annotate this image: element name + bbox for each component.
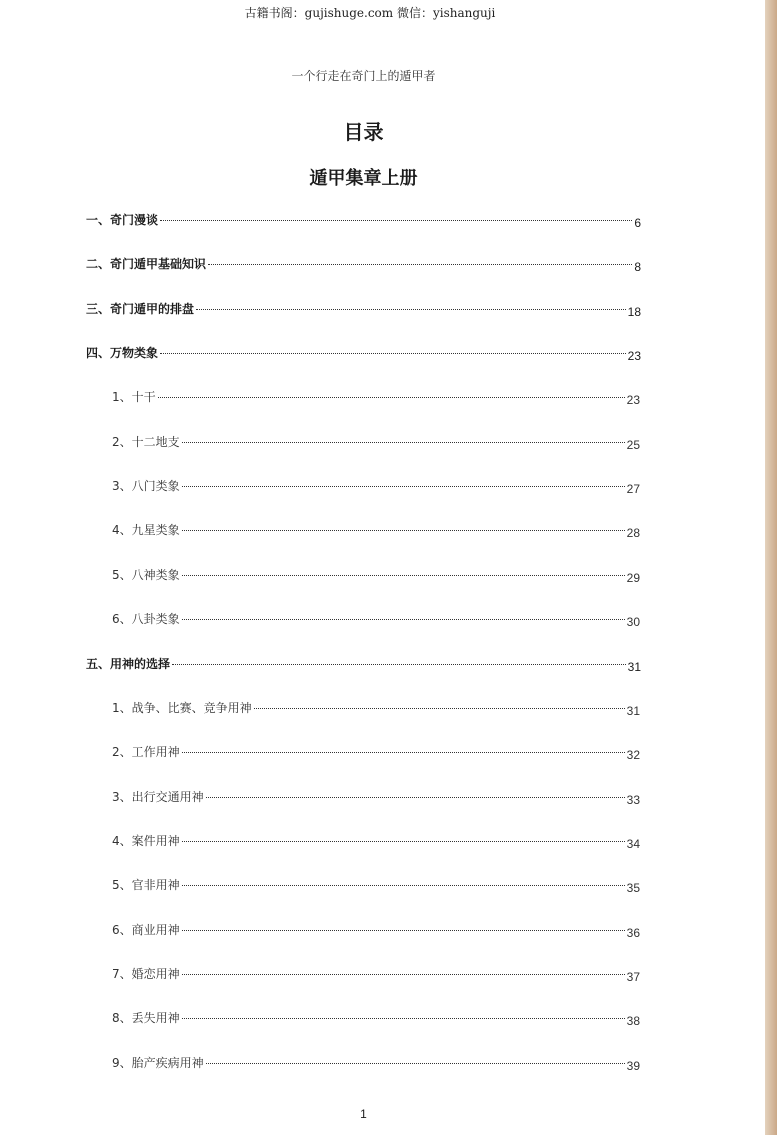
toc-dot-leader — [182, 442, 625, 443]
toc-dot-leader — [182, 530, 625, 531]
toc-entry-label: 2、工作用神 — [112, 745, 180, 759]
page-subtitle: 一个行走在奇门上的遁甲者 — [291, 69, 436, 83]
page-number: 1 — [360, 1107, 367, 1121]
toc-entry-label: 9、胎产疾病用神 — [112, 1056, 204, 1070]
toc-entry[interactable] — [112, 1009, 640, 1027]
toc-dot-leader — [182, 486, 625, 487]
toc-dot-leader — [206, 1063, 625, 1064]
toc-entry-label: 6、商业用神 — [112, 923, 180, 937]
toc-dot-leader — [182, 841, 625, 842]
toc-dot-leader — [182, 974, 625, 975]
toc-entry-label: 7、婚恋用神 — [112, 967, 180, 981]
toc-entry-page: 23 — [626, 393, 640, 407]
toc-entry-page: 6 — [634, 216, 641, 230]
toc-entry[interactable] — [112, 388, 640, 406]
toc-entry-page: 36 — [626, 926, 640, 940]
toc-entry[interactable] — [112, 832, 640, 850]
toc-dot-leader — [182, 619, 625, 620]
toc-entry-page: 25 — [626, 438, 640, 452]
toc-dot-leader — [172, 664, 626, 665]
toc-dot-leader — [160, 220, 632, 221]
toc-entry-label: 二、奇门遁甲基础知识 — [86, 257, 207, 271]
toc-entry-page: 35 — [626, 881, 640, 895]
watermark-text: 古籍书阁：gujishuge.com 微信：yishanguji — [244, 6, 496, 20]
toc-entry-label: 五、用神的选择 — [86, 657, 171, 671]
toc-dot-leader — [182, 1018, 625, 1019]
toc-entry-label: 5、官非用神 — [112, 878, 180, 892]
toc-entry[interactable] — [86, 255, 641, 273]
toc-entry-page: 29 — [626, 571, 640, 585]
toc-entry-page: 34 — [626, 837, 640, 851]
page-edge — [765, 0, 777, 1135]
toc-entry-label: 1、战争、比赛、竞争用神 — [112, 701, 252, 715]
toc-entry-label: 三、奇门遁甲的排盘 — [86, 302, 195, 316]
toc-dot-leader — [182, 885, 625, 886]
toc-entry-label: 一、奇门漫谈 — [86, 213, 159, 227]
toc-entry-page: 27 — [626, 482, 640, 496]
toc-entry-page: 31 — [626, 704, 640, 718]
toc-entry[interactable] — [112, 477, 640, 495]
toc-entry-page: 8 — [634, 260, 641, 274]
toc-entry[interactable] — [112, 521, 640, 539]
toc-dot-leader — [182, 752, 625, 753]
toc-entry-page: 18 — [627, 305, 641, 319]
toc-entry[interactable] — [112, 433, 640, 451]
toc-entry[interactable] — [86, 344, 641, 362]
toc-entry[interactable] — [112, 921, 640, 939]
toc-entry[interactable] — [86, 300, 641, 318]
toc-entry-page: 33 — [626, 793, 640, 807]
toc-dot-leader — [160, 353, 626, 354]
toc-entry-page: 37 — [626, 970, 640, 984]
toc-dot-leader — [182, 930, 625, 931]
toc-dot-leader — [158, 397, 625, 398]
toc-entry[interactable] — [112, 1054, 640, 1072]
toc-dot-leader — [182, 575, 625, 576]
toc-entry-page: 23 — [627, 349, 641, 363]
toc-entry-label: 5、八神类象 — [112, 568, 180, 582]
toc-entry[interactable] — [112, 699, 640, 717]
toc-dot-leader — [254, 708, 625, 709]
toc-entry[interactable] — [86, 655, 641, 673]
toc-dot-leader — [206, 797, 625, 798]
page-title: 目录 — [343, 120, 384, 144]
toc-entry[interactable] — [112, 788, 640, 806]
toc-entry[interactable] — [112, 876, 640, 894]
toc-entry[interactable] — [86, 211, 641, 229]
toc-entry[interactable] — [112, 965, 640, 983]
toc-entry-page: 28 — [626, 526, 640, 540]
toc-entry-page: 38 — [626, 1014, 640, 1028]
toc-dot-leader — [196, 309, 626, 310]
toc-entry-label: 3、八门类象 — [112, 479, 180, 493]
toc-entry[interactable] — [112, 566, 640, 584]
toc-entry[interactable] — [112, 743, 640, 761]
toc-entry-label: 3、出行交通用神 — [112, 790, 204, 804]
toc-entry-label: 4、九星类象 — [112, 523, 180, 537]
toc-entry-label: 2、十二地支 — [112, 435, 180, 449]
toc-dot-leader — [208, 264, 632, 265]
toc-entry-label: 1、十干 — [112, 390, 156, 404]
toc-entry-label: 8、丢失用神 — [112, 1011, 180, 1025]
volume-title: 遁甲集章上册 — [309, 168, 418, 189]
toc-entry[interactable] — [112, 610, 640, 628]
toc-entry-page: 30 — [626, 615, 640, 629]
toc-entry-page: 39 — [626, 1059, 640, 1073]
toc-entry-label: 6、八卦类象 — [112, 612, 180, 626]
toc-entry-page: 31 — [627, 660, 641, 674]
toc-entry-label: 四、万物类象 — [86, 346, 159, 360]
toc-entry-label: 4、案件用神 — [112, 834, 180, 848]
toc-entry-page: 32 — [626, 748, 640, 762]
